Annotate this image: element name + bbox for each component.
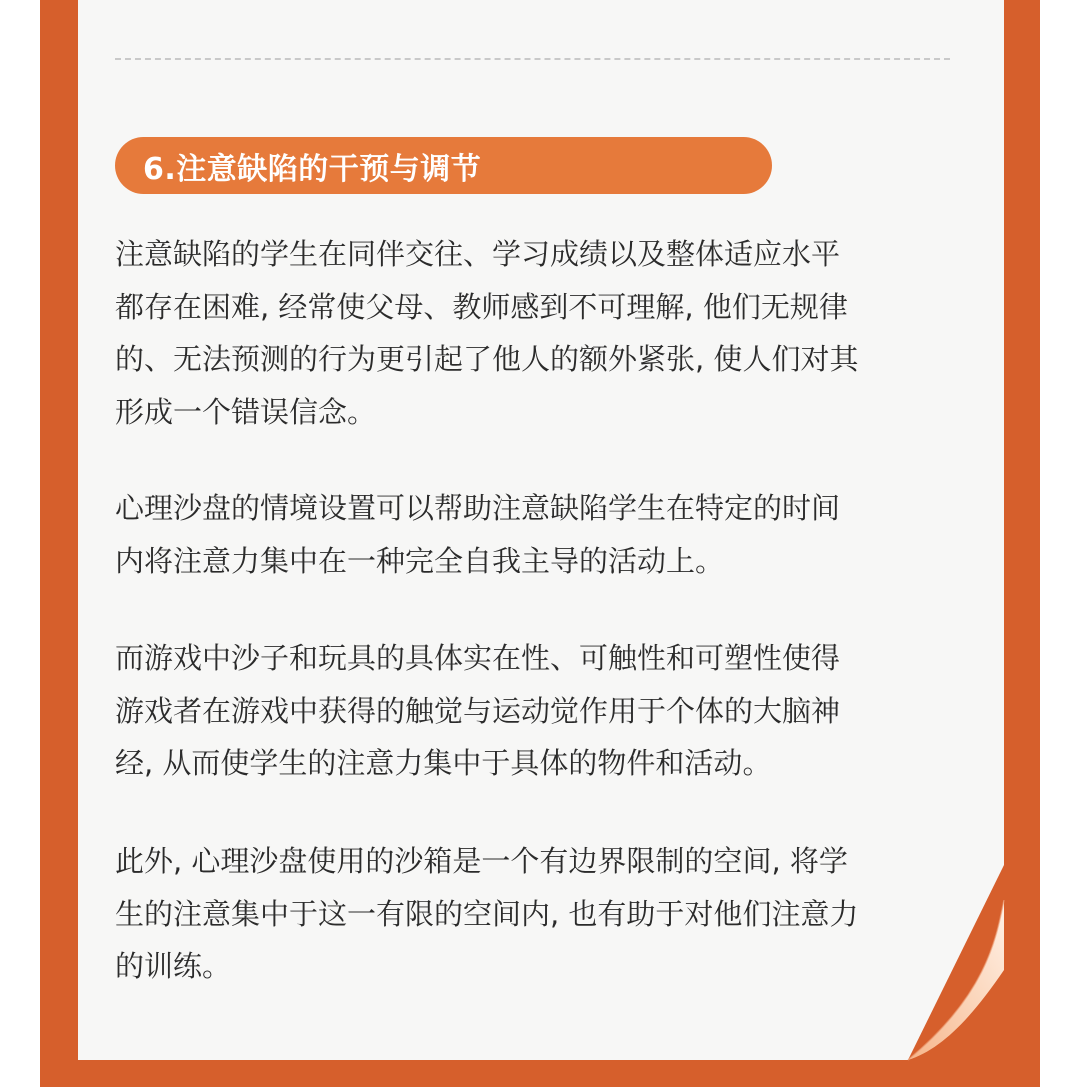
paragraph-line: 心理沙盘的情境设置可以帮助注意缺陷学生在特定的时间 [115, 491, 841, 525]
paragraph-line: 都存在困难, 经常使父母、教师感到不可理解, 他们无规律 [115, 289, 848, 324]
paragraph-line: 生的注意集中于这一有限的空间内, 也有助于对他们注意力 [115, 896, 859, 931]
paragraph-line: 的训练。 [115, 949, 232, 983]
section-heading-text: 6.注意缺陷的干预与调节 [143, 151, 482, 187]
paragraph-3 [115, 632, 935, 790]
paragraph-line: 的、无法预测的行为更引起了他人的额外紧张, 使人们对其 [115, 342, 859, 376]
dashed-divider [115, 58, 950, 60]
paragraph-line: 形成一个错误信念。 [115, 394, 377, 429]
paragraph-1 [115, 228, 935, 438]
paragraph-line: 游戏者在游戏中获得的触觉与运动觉作用于个体的大脑神 [115, 693, 841, 728]
paragraph-4 [115, 835, 935, 993]
section-heading-pill [115, 137, 772, 194]
paragraph-line: 经, 从而使学生的注意力集中于具体的物件和活动。 [115, 746, 772, 780]
paragraph-line: 内将注意力集中在一种完全自我主导的活动上。 [115, 543, 725, 578]
paragraph-line: 此外, 心理沙盘使用的沙箱是一个有边界限制的空间, 将学 [115, 844, 848, 878]
paragraph-2 [115, 482, 935, 587]
paragraph-line: 注意缺陷的学生在同伴交往、学习成绩以及整体适应水平 [115, 237, 841, 271]
paragraph-line: 而游戏中沙子和玩具的具体实在性、可触性和可塑性使得 [115, 641, 841, 675]
